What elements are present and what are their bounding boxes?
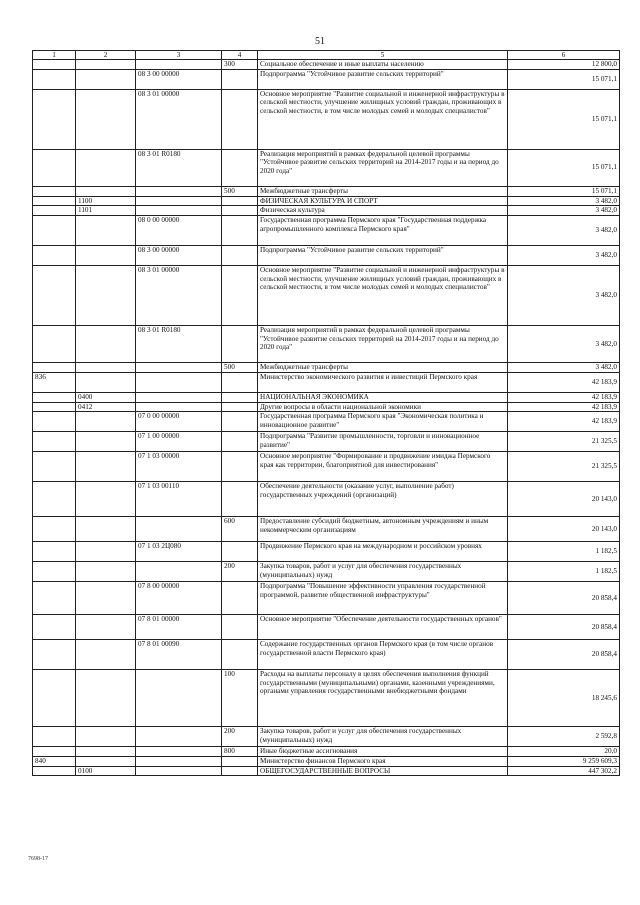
cell-amount: 3 482,0	[508, 325, 620, 362]
table-row	[33, 727, 620, 747]
cell-amount: 20 858,4	[508, 615, 620, 640]
table-row	[33, 542, 620, 562]
table-row	[33, 582, 620, 615]
cell-amount: 15 071,1	[508, 69, 620, 89]
footer-code: 7698-17	[28, 856, 48, 862]
cell-section-code	[76, 69, 136, 89]
cell-description: Закупка товаров, работ и услуг для обеспечения государственных (муниципальных) нужд	[258, 727, 508, 747]
cell-section-code	[76, 670, 136, 727]
cell-ministry-code	[33, 149, 76, 186]
cell-section-code	[76, 60, 136, 70]
cell-section-code	[76, 215, 136, 245]
cell-amount: 3 482,0	[508, 245, 620, 265]
cell-amount: 447 302,2	[508, 766, 620, 776]
cell-amount: 1 182,5	[508, 562, 620, 582]
cell-description: Государственная программа Пермского края "Государственная поддержка агропромышленного комплекса Пермского края"	[258, 215, 508, 245]
cell-section-code: 1100	[76, 196, 136, 206]
cell-expense-type	[222, 245, 258, 265]
cell-section-code	[76, 747, 136, 757]
cell-expense-type: 500	[222, 362, 258, 372]
cell-expense-type	[222, 69, 258, 89]
cell-ministry-code	[33, 640, 76, 670]
cell-target-article: 07 8 01 00000	[136, 615, 222, 640]
table-row	[33, 196, 620, 206]
cell-ministry-code	[33, 392, 76, 402]
cell-expense-type: 300	[222, 60, 258, 70]
cell-section-code: 0100	[76, 766, 136, 776]
cell-expense-type: 200	[222, 562, 258, 582]
table-row	[33, 206, 620, 216]
cell-amount: 20 143,0	[508, 482, 620, 517]
cell-amount: 18 245,6	[508, 670, 620, 727]
cell-target-article: 07 1 00 00000	[136, 432, 222, 452]
cell-expense-type	[222, 372, 258, 392]
cell-description: НАЦИОНАЛЬНАЯ ЭКОНОМИКА	[258, 392, 508, 402]
cell-amount: 3 482,0	[508, 215, 620, 245]
cell-expense-type: 600	[222, 517, 258, 542]
table-row	[33, 392, 620, 402]
cell-expense-type	[222, 615, 258, 640]
cell-description: Основное мероприятие "Развитие социальной и инженерной инфраструктуры в сельской местности, улучшение жилищных условий граждан, проживающих в сельской местности, в том числе молодых семей и молодых специалистов"	[258, 265, 508, 325]
cell-amount: 3 482,0	[508, 206, 620, 216]
cell-amount: 12 800,0	[508, 60, 620, 70]
cell-description: Подпрограмма "Устойчивое развитие сельских территорий"	[258, 69, 508, 89]
cell-description: Социальное обеспечение и иные выплаты населению	[258, 60, 508, 70]
cell-expense-type	[222, 392, 258, 402]
table-row	[33, 186, 620, 196]
cell-target-article	[136, 766, 222, 776]
budget-table	[32, 50, 620, 776]
table-row	[33, 362, 620, 372]
cell-expense-type: 500	[222, 186, 258, 196]
page-number: 51	[315, 36, 325, 47]
table-row	[33, 372, 620, 392]
cell-ministry-code	[33, 727, 76, 747]
table-row	[33, 215, 620, 245]
cell-target-article: 07 1 03 00000	[136, 452, 222, 482]
cell-target-article	[136, 670, 222, 727]
cell-section-code: 0400	[76, 392, 136, 402]
cell-expense-type	[222, 149, 258, 186]
header-col-4: 4	[222, 51, 258, 60]
cell-ministry-code	[33, 542, 76, 562]
cell-target-article	[136, 196, 222, 206]
cell-expense-type	[222, 265, 258, 325]
cell-ministry-code	[33, 402, 76, 412]
cell-amount: 21 325,5	[508, 432, 620, 452]
cell-target-article	[136, 562, 222, 582]
cell-description: Другие вопросы в области национальной экономики	[258, 402, 508, 412]
cell-description: Государственная программа Пермского края "Экономическая политика и инновационное развитие"	[258, 412, 508, 432]
cell-target-article: 07 8 00 00000	[136, 582, 222, 615]
cell-amount: 3 482,0	[508, 265, 620, 325]
cell-amount: 3 482,0	[508, 196, 620, 206]
cell-target-article	[136, 727, 222, 747]
cell-expense-type	[222, 432, 258, 452]
budget-table-body	[33, 51, 620, 776]
table-row	[33, 265, 620, 325]
cell-target-article: 08 3 01 R0180	[136, 325, 222, 362]
cell-ministry-code	[33, 206, 76, 216]
cell-amount: 15 071,1	[508, 89, 620, 149]
cell-description: Межбюджетные трансферты	[258, 186, 508, 196]
cell-section-code: 0412	[76, 402, 136, 412]
cell-target-article	[136, 747, 222, 757]
cell-expense-type	[222, 402, 258, 412]
cell-ministry-code	[33, 517, 76, 542]
cell-description: Подпрограмма "Развитие промышленности, торговли и инновационное развитие"	[258, 432, 508, 452]
cell-amount: 42 183,9	[508, 372, 620, 392]
cell-section-code	[76, 517, 136, 542]
cell-ministry-code	[33, 186, 76, 196]
cell-description: Продвижение Пермского края на международном и российском уровнях	[258, 542, 508, 562]
cell-ministry-code: 840	[33, 757, 76, 767]
table-header-row	[33, 51, 620, 60]
table-row	[33, 482, 620, 517]
cell-ministry-code	[33, 245, 76, 265]
cell-target-article: 08 3 00 00000	[136, 245, 222, 265]
cell-ministry-code	[33, 60, 76, 70]
cell-amount: 9 259 609,3	[508, 757, 620, 767]
cell-expense-type	[222, 412, 258, 432]
cell-description: Министерство экономического развития и инвестиций Пермского края	[258, 372, 508, 392]
cell-section-code	[76, 542, 136, 562]
table-row	[33, 747, 620, 757]
cell-ministry-code	[33, 412, 76, 432]
cell-amount: 15 071,1	[508, 186, 620, 196]
cell-ministry-code	[33, 670, 76, 727]
cell-ministry-code	[33, 615, 76, 640]
cell-expense-type	[222, 542, 258, 562]
cell-expense-type	[222, 766, 258, 776]
cell-description: Основное мероприятие "Формирование и продвижение имиджа Пермского края как территории, благоприятной для инвестирования"	[258, 452, 508, 482]
cell-description: Подпрограмма "Устойчивое развитие сельских территорий"	[258, 245, 508, 265]
cell-description: Подпрограмма "Повышение эффективности управления государственной программой, развитие общественной инфраструктуры"	[258, 582, 508, 615]
cell-expense-type: 800	[222, 747, 258, 757]
cell-expense-type	[222, 325, 258, 362]
cell-ministry-code	[33, 215, 76, 245]
cell-expense-type: 200	[222, 727, 258, 747]
cell-ministry-code	[33, 766, 76, 776]
table-row	[33, 245, 620, 265]
cell-description: Реализация мероприятий в рамках федеральной целевой программы "Устойчивое развитие сельских территорий на 2014-2017 годы и на период до 2020 года"	[258, 149, 508, 186]
cell-target-article	[136, 517, 222, 542]
cell-expense-type	[222, 757, 258, 767]
cell-target-article: 08 0 00 00000	[136, 215, 222, 245]
cell-target-article	[136, 362, 222, 372]
table-row	[33, 402, 620, 412]
cell-amount: 20 143,0	[508, 517, 620, 542]
cell-amount: 42 183,9	[508, 402, 620, 412]
cell-description: Предоставление субсидий бюджетным, автономным учреждениям и иным некоммерческим организациям	[258, 517, 508, 542]
cell-section-code	[76, 245, 136, 265]
cell-target-article: 08 3 01 00000	[136, 89, 222, 149]
cell-ministry-code	[33, 452, 76, 482]
cell-target-article: 07 0 00 00000	[136, 412, 222, 432]
cell-description: ФИЗИЧЕСКАЯ КУЛЬТУРА И СПОРТ	[258, 196, 508, 206]
cell-expense-type	[222, 452, 258, 482]
cell-target-article: 07 1 03 00110	[136, 482, 222, 517]
cell-description: Закупка товаров, работ и услуг для обеспечения государственных (муниципальных) нужд	[258, 562, 508, 582]
cell-section-code	[76, 727, 136, 747]
cell-expense-type	[222, 206, 258, 216]
cell-description: Обеспечение деятельности (оказание услуг, выполнение работ) государственных учреждений (организаций)	[258, 482, 508, 517]
table-row	[33, 640, 620, 670]
cell-target-article	[136, 186, 222, 196]
table-row	[33, 562, 620, 582]
cell-ministry-code: 836	[33, 372, 76, 392]
cell-ministry-code	[33, 325, 76, 362]
header-col-2: 2	[76, 51, 136, 60]
cell-section-code	[76, 325, 136, 362]
header-col-6: 6	[508, 51, 620, 60]
cell-target-article	[136, 206, 222, 216]
cell-description: Содержание государственных органов Пермского края (в том числе органов государственной власти Пермского края)	[258, 640, 508, 670]
cell-section-code: 1101	[76, 206, 136, 216]
cell-section-code	[76, 372, 136, 392]
header-col-1: 1	[33, 51, 76, 60]
cell-section-code	[76, 186, 136, 196]
table-row	[33, 69, 620, 89]
cell-target-article	[136, 392, 222, 402]
cell-ministry-code	[33, 582, 76, 615]
cell-expense-type	[222, 89, 258, 149]
cell-target-article	[136, 60, 222, 70]
table-row	[33, 149, 620, 186]
cell-ministry-code	[33, 265, 76, 325]
cell-description: Реализация мероприятий в рамках федеральной целевой программы "Устойчивое развитие сельских территорий на 2014-2017 годы и на период до 2020 года"	[258, 325, 508, 362]
cell-description: Расходы на выплаты персоналу в целях обеспечения выполнения функций государственными (муниципальными) органами, казенными учреждениями, органами управления государственными внебюджетными фондами	[258, 670, 508, 727]
cell-ministry-code	[33, 432, 76, 452]
cell-section-code	[76, 640, 136, 670]
cell-target-article	[136, 757, 222, 767]
table-row	[33, 766, 620, 776]
cell-ministry-code	[33, 482, 76, 517]
cell-section-code	[76, 757, 136, 767]
cell-target-article	[136, 372, 222, 392]
table-row	[33, 89, 620, 149]
cell-expense-type	[222, 640, 258, 670]
table-row	[33, 432, 620, 452]
cell-section-code	[76, 412, 136, 432]
table-row	[33, 670, 620, 727]
cell-section-code	[76, 89, 136, 149]
cell-description: Физическая культура	[258, 206, 508, 216]
cell-expense-type	[222, 482, 258, 517]
table-row	[33, 615, 620, 640]
cell-amount: 20 858,4	[508, 640, 620, 670]
table-row	[33, 325, 620, 362]
cell-section-code	[76, 452, 136, 482]
cell-section-code	[76, 432, 136, 452]
cell-description: ОБЩЕГОСУДАРСТВЕННЫЕ ВОПРОСЫ	[258, 766, 508, 776]
cell-amount: 2 592,8	[508, 727, 620, 747]
cell-ministry-code	[33, 69, 76, 89]
cell-section-code	[76, 582, 136, 615]
cell-amount: 21 325,5	[508, 452, 620, 482]
cell-ministry-code	[33, 196, 76, 206]
cell-target-article: 07 1 03 2Ц080	[136, 542, 222, 562]
table-row	[33, 517, 620, 542]
cell-target-article: 08 3 00 00000	[136, 69, 222, 89]
cell-ministry-code	[33, 562, 76, 582]
cell-amount: 20 858,4	[508, 582, 620, 615]
cell-description: Основное мероприятие "Развитие социальной и инженерной инфраструктуры в сельской местности, улучшение жилищных условий граждан, проживающих в сельской местности, в том числе молодых семей и молодых специалистов"	[258, 89, 508, 149]
cell-expense-type	[222, 196, 258, 206]
cell-target-article	[136, 402, 222, 412]
cell-amount: 3 482,0	[508, 362, 620, 372]
cell-expense-type	[222, 582, 258, 615]
cell-section-code	[76, 265, 136, 325]
cell-amount: 42 183,9	[508, 392, 620, 402]
cell-section-code	[76, 615, 136, 640]
cell-section-code	[76, 362, 136, 372]
cell-description: Министерство финансов Пермского края	[258, 757, 508, 767]
cell-section-code	[76, 482, 136, 517]
cell-description: Основное мероприятие "Обеспечение деятельности государственных органов"	[258, 615, 508, 640]
cell-ministry-code	[33, 362, 76, 372]
cell-description: Иные бюджетные ассигнования	[258, 747, 508, 757]
table-row	[33, 60, 620, 70]
table-row	[33, 412, 620, 432]
cell-description: Межбюджетные трансферты	[258, 362, 508, 372]
cell-expense-type: 100	[222, 670, 258, 727]
cell-target-article: 07 8 01 00090	[136, 640, 222, 670]
cell-amount: 20,0	[508, 747, 620, 757]
header-col-5: 5	[258, 51, 508, 60]
table-row	[33, 757, 620, 767]
cell-expense-type	[222, 215, 258, 245]
cell-ministry-code	[33, 747, 76, 757]
cell-target-article: 08 3 01 R0180	[136, 149, 222, 186]
cell-amount: 1 182,5	[508, 542, 620, 562]
cell-section-code	[76, 149, 136, 186]
cell-section-code	[76, 562, 136, 582]
cell-target-article: 08 3 01 00000	[136, 265, 222, 325]
cell-amount: 42 183,9	[508, 412, 620, 432]
cell-ministry-code	[33, 89, 76, 149]
table-row	[33, 452, 620, 482]
cell-amount: 15 071,1	[508, 149, 620, 186]
header-col-3: 3	[136, 51, 222, 60]
